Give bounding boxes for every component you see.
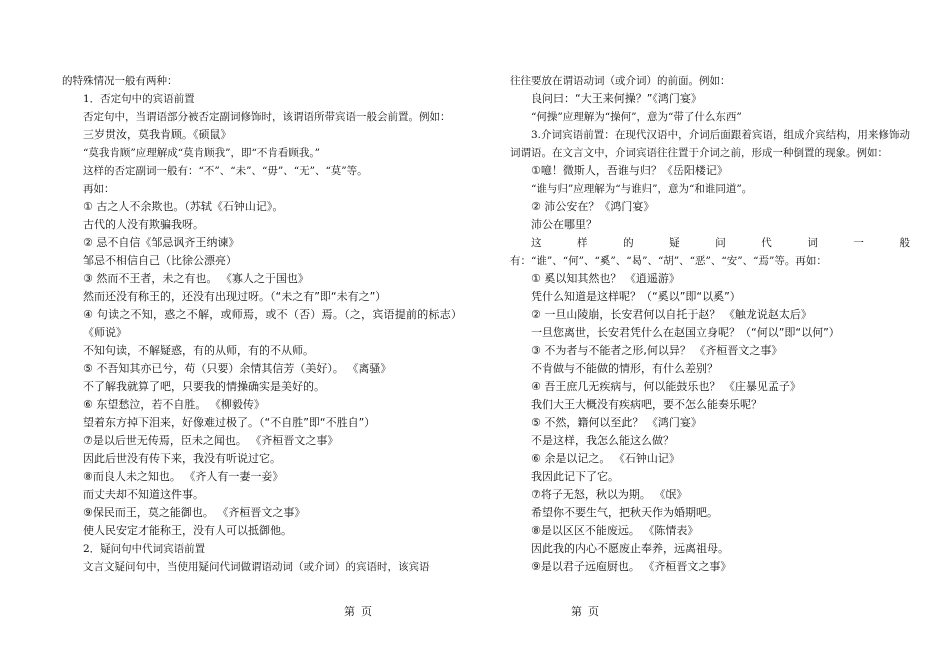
- text-line: 这样的否定副词一般有：“不”、“未”、“毋”、“无”、“莫”等。: [83, 165, 368, 177]
- text-line: ③ 然而不王者，未之有也。 《寡人之于国也》: [83, 272, 309, 285]
- text-line: 不了解我就算了吧，只要我的情操确实是美好的。: [83, 380, 325, 393]
- text-line: 不知句读，不解疑惑，有的从师，有的不从师。: [83, 344, 314, 357]
- text-line: 否定句中，当谓语部分被否定副词修饰时，该谓语所带宾语一般会前置。例如：: [83, 111, 451, 123]
- text-line: ⑧是以区区不能废远。 《陈情表》: [531, 524, 699, 537]
- text-line: ⑨是以君子远庖厨也。 《齐桓晋文之事》: [531, 560, 732, 573]
- text-line: ⑤ 不吾知其亦已兮，苟（只要）余情其信芳（美好）。 《离骚》: [83, 362, 392, 375]
- text-line: 沛公在哪里？: [531, 218, 597, 231]
- text-line: ② 忌不自信《邹忌讽齐王纳谏》: [83, 236, 240, 249]
- text-line: ⑦是以后世无传焉，臣未之闻也。 《齐桓晋文之事》: [83, 434, 339, 447]
- text-line: ① 奚以知其然也？ 《逍遥游》: [531, 272, 680, 285]
- text-line: 不是这样，我怎么能这么做？: [531, 434, 674, 447]
- text-line: 我们大王大概没有疾病吧，要不怎么能奏乐呢？: [531, 398, 762, 411]
- text-line: 使人民安定才能称王，没有人可以抵御他。: [83, 524, 292, 537]
- right-column: [510, 72, 910, 576]
- text-line: ⑧而良人未之知也。 《齐人有一妻一妾》: [83, 470, 284, 483]
- text-line: 2．疑问句中代词宾语前置: [83, 543, 206, 555]
- text-line: 希望你不要生气，把秋天作为婚期吧。: [531, 506, 718, 519]
- text-line: ④ 句读之不知，惑之不解，或师焉，或不（否）焉。（之，宾语提前的标志）《师说》: [83, 308, 462, 339]
- text-line: ⑤ 不然，籍何以至此？ 《鸿门宴》: [531, 416, 702, 429]
- text-line: ⑨保民而王，莫之能御也。 《齐桓晋文之事》: [83, 506, 306, 519]
- text-line: 然而还没有称王的，还没有出现过呀。（“未之有”即“未有之”）: [83, 290, 387, 303]
- text-line: 良问曰：“大王来何操？”《鸿门宴》: [531, 92, 702, 105]
- text-line: ⑥ 东望愁泣，若不自胜。 《柳毅传》: [83, 398, 265, 411]
- text-line: ⑦将子无怒，秋以为期。 《氓》: [531, 488, 688, 501]
- text-line: 1．否定句中的宾语前置: [83, 93, 195, 105]
- text-line: 一旦您离世，长安君凭什么在赵国立身呢？（“何以”即“以何”）: [531, 326, 840, 339]
- page-number-left: 第页: [344, 605, 378, 618]
- text-line: 古代的人没有欺骗我呀。: [83, 218, 204, 231]
- text-line: 邹忌不相信自己（比徐公漂亮）: [83, 254, 237, 267]
- text-line: 而丈夫却不知道这件事。: [83, 488, 204, 501]
- text-line: 再如：: [83, 183, 115, 195]
- text-line: 因此后世没有传下来，我没有听说过它。: [83, 452, 281, 465]
- text-line: 不肯做与不能做的情形，有什么差别？: [531, 362, 718, 375]
- text-line: “谁与归”应理解为“与谁归”，意为“和谁同道”。: [531, 183, 753, 195]
- text-line: 文言文疑问句中，当使用疑问代词做谓语动词（或介词）的宾语时，该宾语: [83, 561, 430, 573]
- text-line: 三岁贯汝，莫我肯顾。《硕鼠》: [83, 128, 232, 141]
- text-line: ③ 不为者与不能者之形,何以异？ 《齐桓晋文之事》: [531, 344, 783, 357]
- text-line: 凭什么知道是这样呢？（“奚以”即“以奚”）: [531, 290, 741, 303]
- text-line: 因此我的内心不愿废止奉养，远离祖母。: [531, 542, 729, 555]
- left-column: [62, 72, 462, 576]
- text-line: ①噫！微斯人，吾谁与归？《岳阳楼记》: [531, 164, 728, 177]
- text-line: 3.介词宾语前置：在现代汉语中，介词后面跟着宾语，组成介宾结构，用来修饰动词谓语。在文言文中，介词宾语往往置于介词之前，形成一种倒置的现象。例如：: [510, 129, 910, 159]
- text-line: 望着东方掉下泪来，好像难过极了。（“不自胜”即“不胜自”）: [83, 416, 376, 429]
- text-line: ⑥ 余是以记之。 《石钟山记》: [531, 452, 680, 465]
- text-line: 的特殊情况一般有两种：: [62, 75, 178, 87]
- text-line: ④ 吾王庶几无疾病与，何以能鼓乐也？ 《庄暴见孟子》: [531, 380, 801, 393]
- page-number-right: 第页: [571, 605, 605, 618]
- text-line: “何操”应理解为“操何”，意为“带了什么东西”: [531, 111, 742, 123]
- text-line: 往往要放在谓语动词（或介词）的前面。例如：: [510, 75, 731, 87]
- text-line: ① 古之人不余欺也。（苏轼《石钟山记》。: [83, 200, 284, 213]
- text-line: 我因此记下了它。: [531, 470, 619, 483]
- text-line: 这样的疑问代词一般有：“谁”、“何”、“奚”、“曷”、“胡”、“恶”、“安”、“焉”等。再如：: [510, 237, 910, 267]
- text-line: ② 一旦山陵崩，长安君何以自托于赵？ 《触龙说赵太后》: [531, 308, 812, 321]
- text-line: ② 沛公安在？《鸿门宴》: [531, 200, 655, 213]
- text-line: “莫我肯顾”应理解成“莫肯顾我”，即“不肯看顾我。”: [83, 147, 320, 159]
